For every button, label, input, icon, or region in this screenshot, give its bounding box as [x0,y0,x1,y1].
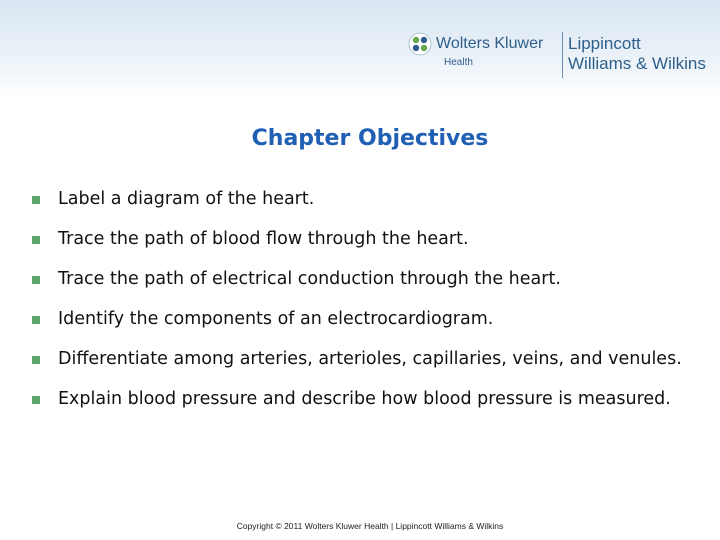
objective-item [32,348,692,371]
objective-item [32,388,692,411]
objective-text: Identify the components of an electrocardiogram. [58,309,494,329]
wolters-kluwer-emblem-icon [408,32,432,56]
objective-text: Differentiate among arteries, arterioles, capillaries, veins, and venules. [58,349,682,369]
objective-text: Trace the path of electrical conduction through the heart. [58,269,561,289]
objective-text: Label a diagram of the heart. [58,189,315,209]
bullet-marker [32,196,40,204]
objective-text: Explain blood pressure and describe how blood pressure is measured. [58,389,671,409]
bullet-marker [32,356,40,364]
objective-item [32,228,692,251]
company-division: Health [444,57,473,68]
company-name: Wolters Kluwer [436,35,544,52]
imprint-name-line2: Williams & Wilkins [568,54,706,73]
publisher-logo [408,30,720,80]
bullet-marker [32,276,40,284]
bullet-marker [32,236,40,244]
copyright-footer: Copyright © 2011 Wolters Kluwer Health | Lippincott Williams & Wilkins [236,521,504,531]
objective-item [32,308,692,331]
bullet-marker [32,316,40,324]
objective-text: Trace the path of blood flow through the heart. [58,229,469,249]
objective-item [32,268,692,291]
bullet-marker [32,396,40,404]
imprint-name-line1: Lippincott [568,34,641,53]
objective-item [32,188,692,211]
objectives-list [32,188,692,428]
slide-title: Chapter Objectives [251,126,489,151]
logo-divider [562,32,563,78]
